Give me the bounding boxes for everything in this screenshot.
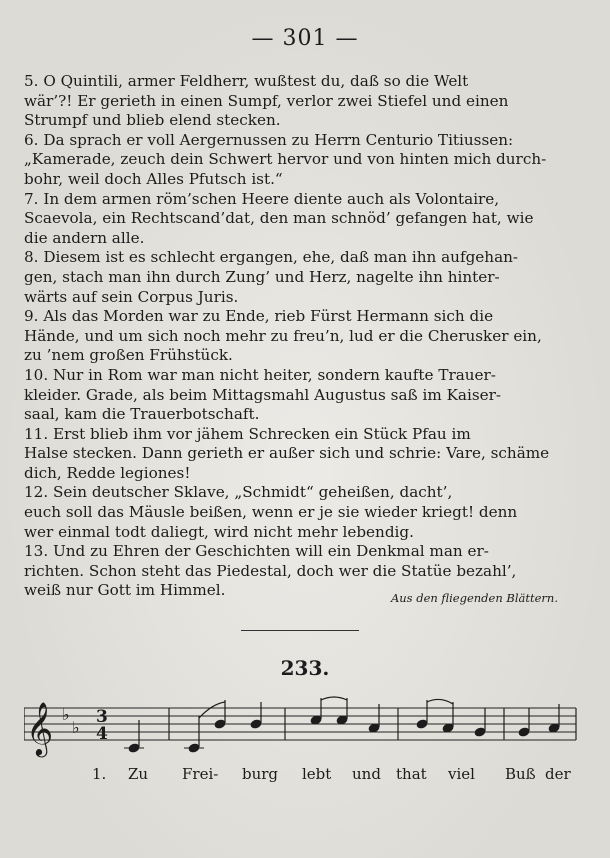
verse-line: euch soll das Mäusle beißen, wenn er je sie wieder kriegt! denn — [24, 503, 518, 522]
notes — [124, 697, 560, 753]
verse-9 — [24, 307, 580, 366]
verse-line: gen, stach man ihn durch Zung’ und Herz, nagelte ihn hinter- — [24, 267, 500, 286]
verse-line: wärts auf sein Corpus Juris. — [24, 287, 239, 306]
verse-line: 9. Als das Morden war zu Ende, rieb Fürst Hermann sich die — [24, 307, 494, 326]
treble-clef-icon: 𝄞 — [26, 701, 54, 755]
lyric-syllable: Zu — [128, 765, 149, 783]
verse-5 — [24, 72, 580, 131]
verse-line: 6. Da sprach er voll Aergernussen zu Herrn Centurio Titiussen: — [24, 130, 514, 149]
lyric-syllable: der — [545, 765, 571, 783]
verse-line: 5. O Quintili, armer Feldherr, wußtest du, daß so die Welt — [24, 72, 469, 90]
verse-line: 11. Erst blieb ihm vor jähem Schrecken ein Stück Pfau im — [24, 424, 471, 443]
flat-icon: ♭ — [72, 718, 80, 737]
time-signature — [96, 707, 108, 744]
verse-line: wär’?! Er gerieth in einen Sumpf, verlor zwei Stiefel und einen — [24, 91, 509, 110]
verse-line: richten. Schon steht das Piedestal, doch wer die Statüe bezahl’, — [24, 561, 517, 580]
lyric-syllable: Frei- — [182, 765, 219, 783]
verse-line: 7. In dem armen röm’schen Heere diente auch als Volontaire, — [24, 189, 500, 208]
verse-line: saal, kam die Trauerbotschaft. — [24, 405, 260, 424]
verse-line: wer einmal todt daliegt, wird nicht mehr lebendig. — [24, 522, 414, 541]
time-signature-bottom: 4 — [96, 724, 108, 744]
page-number: — 301 — — [251, 26, 359, 51]
lyric-syllable: burg — [242, 765, 279, 783]
verse-line: Scaevola, ein Rechtscand’dat, den man schnöd’ gefangen hat, wie — [24, 209, 534, 228]
lyric-syllable: viel — [448, 765, 475, 783]
verse-line: 13. Und zu Ehren der Geschichten will ein Denkmal man er- — [24, 542, 489, 561]
flat-icon: ♭ — [62, 705, 70, 724]
verse-6 — [24, 131, 580, 190]
verse-12 — [24, 483, 580, 542]
lyric-syllable: Buß — [505, 765, 536, 783]
verse-line: 12. Sein deutscher Sklave, „Schmidt“ geheißen, dacht’, — [24, 483, 453, 502]
source-attribution: Aus den fliegenden Blättern. — [390, 591, 558, 605]
verse-line: zu ’nem großen Frühstück. — [24, 346, 233, 365]
verse-line: weiß nur Gott im Himmel. — [24, 581, 226, 600]
verse-line: Strumpf und blieb elend stecken. — [24, 111, 281, 130]
verse-11 — [24, 425, 580, 484]
verse-line: „Kamerade, zeuch dein Schwert hervor und von hinten mich durch- — [24, 150, 547, 169]
verse-line: kleider. Grade, als beim Mittagsmahl Augustus saß im Kaiser- — [24, 385, 502, 404]
time-signature-top: 3 — [96, 707, 108, 727]
poem-text — [24, 72, 580, 601]
verse-10 — [24, 366, 580, 425]
verse-line: bohr, weil doch Alles Pfutsch ist.“ — [24, 169, 283, 188]
song-lyrics — [0, 765, 610, 787]
song-number: 233. — [280, 656, 330, 680]
verse-line: Hände, und um sich noch mehr zu freu’n, lud er die Cherusker ein, — [24, 326, 542, 345]
verse-line: die andern alle. — [24, 228, 145, 247]
verse-line: 10. Nur in Rom war man nicht heiter, sondern kaufte Trauer- — [24, 365, 496, 384]
verse-7 — [24, 190, 580, 249]
verse-line: dich, Redde legiones! — [24, 463, 191, 482]
verse-line: Halse stecken. Dann gerieth er außer sich und schrie: Vare, schäme — [24, 444, 550, 463]
verse-line: 8. Diesem ist es schlecht ergangen, ehe, daß man ihn aufgehan- — [24, 248, 519, 267]
lyric-syllable: lebt — [302, 765, 332, 783]
lyric-syllable: that — [396, 765, 427, 783]
verse-8 — [24, 248, 580, 307]
lyric-syllable: 1. — [92, 765, 107, 783]
lyric-syllable: und — [352, 765, 381, 783]
section-divider — [241, 630, 359, 631]
music-staff — [24, 690, 584, 760]
